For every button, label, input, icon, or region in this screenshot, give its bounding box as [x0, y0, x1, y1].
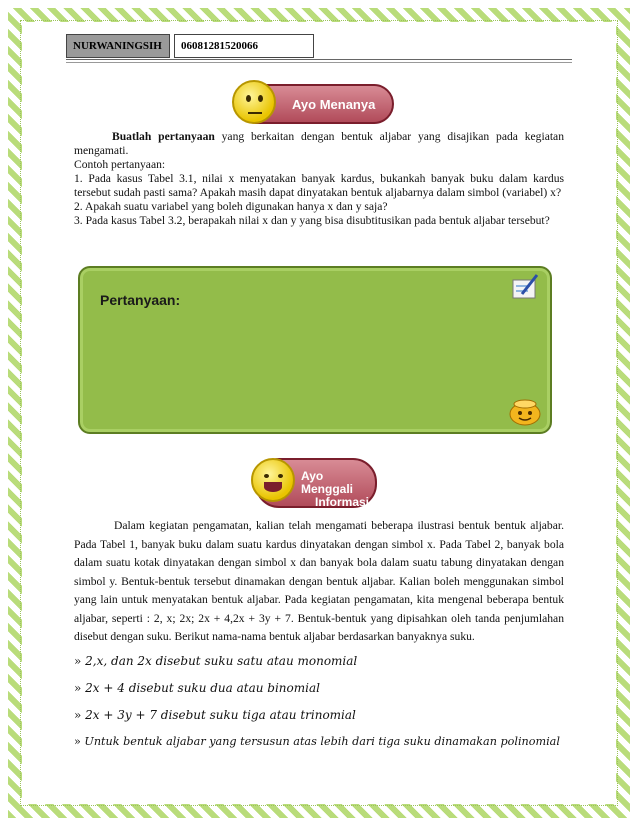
ayo-menanya-title: Ayo Menanya [292, 97, 376, 112]
info-paragraph [74, 517, 564, 647]
example-question-1: 1. Pada kasus Tabel 3.1, nilai x menyatakan banyak kardus, bukankah banyak buku dalam kardus tersebut sudah pasti sama? Apakah masih dapat dinyatakan bentuk aljabarnya dalam simbol (variabel) x? [74, 172, 564, 199]
student-id: 06081281520066 [174, 34, 314, 58]
info-text: Dalam kegiatan pengamatan, kalian telah mengamati beberapa ilustrasi bentuk bentuk aljabar. Pada Tabel 1, banyak buku dalam suatu kardus dinyatakan dengan simbol x. Pada Tabel 2, banyak bola dalam suatu kotak dinyatakan dengan simbol x dan banyak bola dalam suatu tabung dinyatakan dengan simbol y. Bentuk-bentuk tersebut dinamakan dengan bentuk aljabar. Kalian boleh menggunakan simbol yang lain untuk menyatakan bentuk aljabar. Pada kegiatan pengamatan, kita mengenal beberapa bentuk aljabar, seperti : 2, x; 2x; 2x + 4,2x + 3y + 7. Bentuk-bentuk yang dipisahkan oleh tanda penjumlahan disebut dengan suku. Berikut nama-nama bentuk aljabar berdasarkan banyaknya suku. [74, 519, 564, 643]
list-item: » Untuk bentuk aljabar yang tersusun atas lebih dari tiga suku dinamakan polinomial [74, 735, 560, 748]
ayo-menanya-badge [236, 84, 394, 124]
intro-lead: Buatlah pertanyaan [112, 130, 215, 143]
list-item: » 2x + 3y + 7 disebut suku tiga atau trinomial [74, 708, 356, 722]
thinking-face-icon [232, 80, 276, 124]
algebra-term-list [74, 654, 574, 762]
list-item: » 2,x, dan 2x disebut suku satu atau monomial [74, 654, 358, 668]
example-question-2: 2. Apakah suatu variabel yang boleh digunakan hanya x dan y saja? [74, 200, 388, 213]
ayo-menggali-badge [255, 458, 377, 508]
header-tags [66, 34, 572, 60]
honey-pot-icon [508, 396, 542, 426]
ayo-menggali-title [301, 470, 375, 509]
pencil-writing-icon [510, 272, 540, 302]
example-question-3: 3. Pada kasus Tabel 3.2, berapakah nilai x dan y yang bisa disubtitusikan pada bentuk aljabar tersebut? [74, 214, 550, 227]
laughing-face-icon [251, 458, 295, 502]
question-box[interactable] [78, 266, 552, 434]
header-rule [66, 59, 572, 60]
author-name: NURWANINGSIH [66, 34, 170, 58]
intro-paragraph [74, 130, 564, 228]
example-heading: Contoh pertanyaan: [74, 158, 166, 171]
question-label: Pertanyaan: [100, 292, 181, 308]
list-item: » 2x + 4 disebut suku dua atau binomial [74, 681, 320, 695]
ayo-menggali-line1: Ayo Menggali [301, 469, 354, 496]
header-rule-2 [66, 62, 572, 63]
intro-rest: yang berkaitan dengan bentuk aljabar yang disajikan pada kegiatan mengamati. [74, 130, 564, 157]
ayo-menggali-line2: Informasi [315, 495, 370, 509]
